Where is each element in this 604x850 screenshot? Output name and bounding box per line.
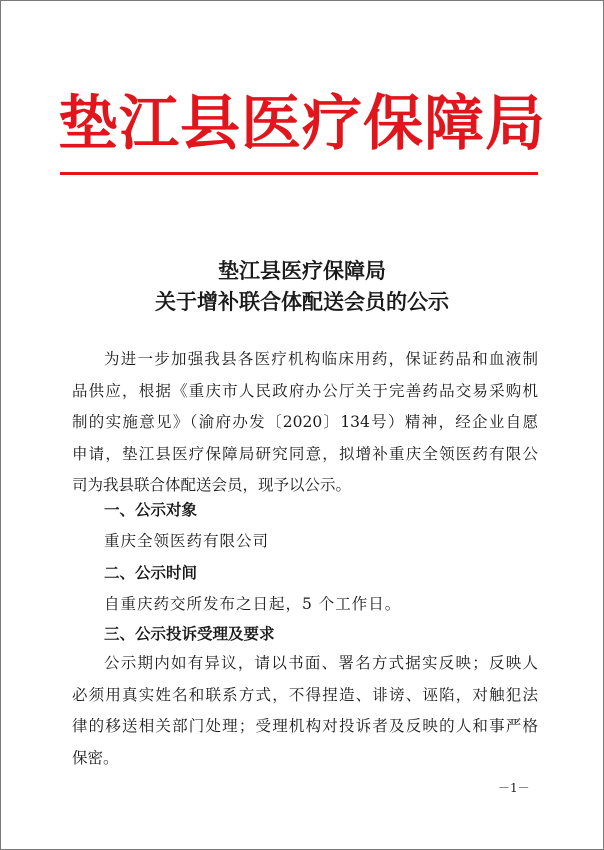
complaints-line: 公示期内如有异议，请以书面、署名方式据实反映；反映人 bbox=[104, 654, 538, 672]
intro-line: 为进一步加强我县各医疗机构临床用药，保证药品和血液制 bbox=[104, 350, 538, 368]
section-text-target: 重庆全领医药有限公司 bbox=[104, 532, 270, 550]
complaints-line: 律的移送相关部门处理；受理机构对投诉者及反映的人和事严格 bbox=[72, 717, 538, 735]
complaints-paragraph bbox=[72, 648, 538, 774]
intro-line: 申请，垫江县医疗保障局研究同意，拟增补重庆全领医药有限公 bbox=[72, 444, 538, 463]
document-title-line2: 关于增补联合体配送会员的公示 bbox=[155, 289, 449, 314]
intro-paragraph bbox=[72, 344, 538, 502]
intro-line: 品供应，根据《重庆市人民政府办公厅关于完善药品交易采购机 bbox=[72, 381, 538, 400]
section-heading-complaints: 三、公示投诉受理及要求 bbox=[104, 625, 275, 643]
section-text-period: 自重庆药交所发布之日起，5 个工作日。 bbox=[104, 595, 402, 613]
section-heading-target: 一、公示对象 bbox=[104, 501, 198, 519]
letterhead-red-rule bbox=[60, 172, 538, 175]
complaints-line: 保密。 bbox=[72, 748, 119, 767]
intro-line: 制的实施意见》（渝府办发〔2020〕134号）精神，经企业自愿 bbox=[72, 413, 538, 431]
page-number: －1－ bbox=[498, 781, 530, 795]
intro-line: 司为我县联合体配送会员，现予以公示。 bbox=[72, 476, 352, 494]
complaints-line: 必须用真实姓名和联系方式，不得捏造、诽谤、诬陷，对触犯法 bbox=[72, 685, 538, 704]
document-title-line1: 垫江县医疗保障局 bbox=[218, 258, 386, 283]
letterhead-title: 垫江县医疗保障局 bbox=[58, 89, 546, 159]
section-heading-period: 二、公示时间 bbox=[104, 564, 198, 582]
